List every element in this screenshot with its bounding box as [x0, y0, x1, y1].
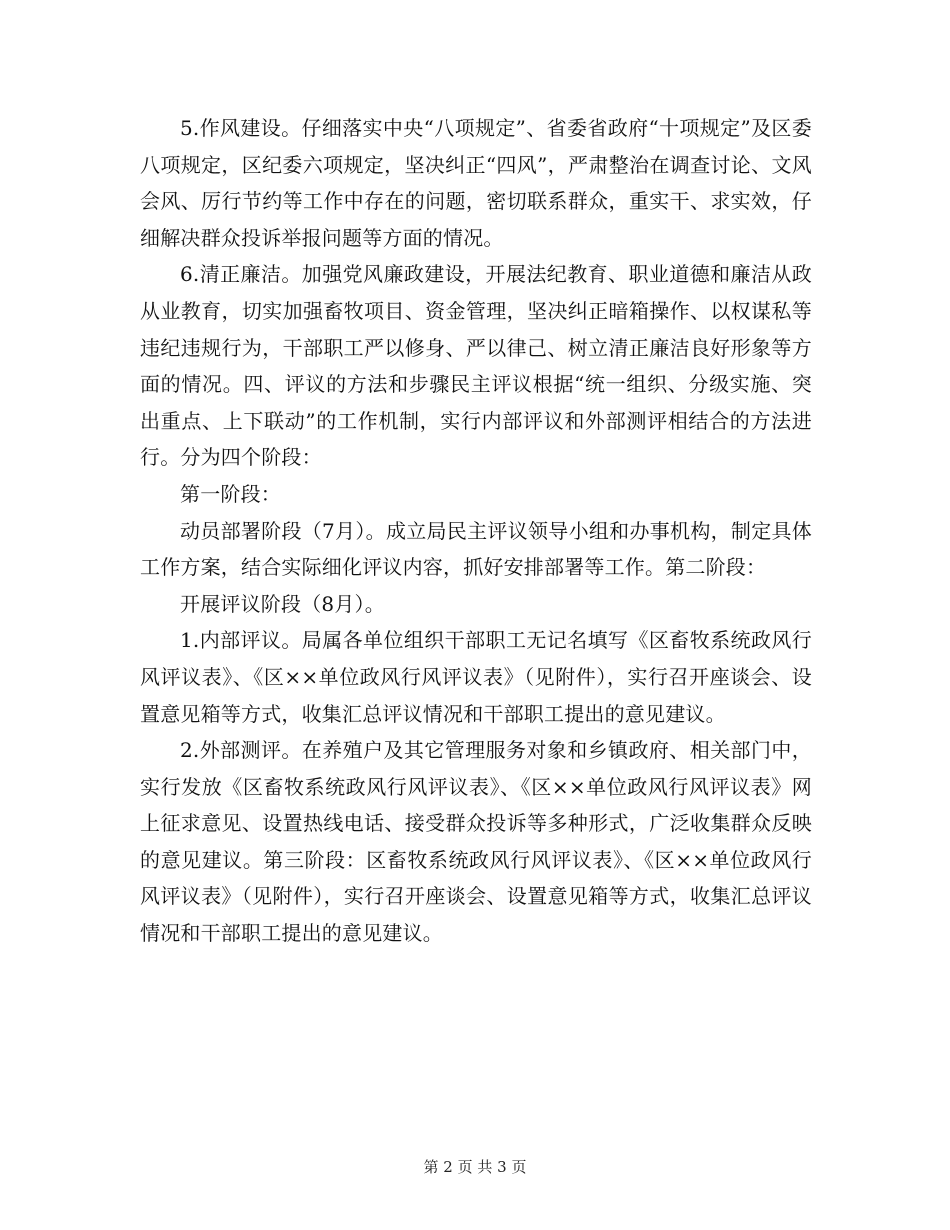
document-body: [140, 110, 812, 952]
paragraph-internal-evaluation: 1.内部评议。局属各单位组织干部职工无记名填写《区畜牧系统政风行风评议表》、《区××单位政风行风评议表》（见附件），实行召开座谈会、设置意见箱等方式，收集汇总评议情况和干部职工提出的意见建议。: [140, 628, 812, 726]
paragraph-integrity: 6.清正廉洁。加强党风廉政建设，开展法纪教育、职业道德和廉洁从政从业教育，切实加强畜牧项目、资金管理，坚决纠正暗箱操作、以权谋私等违纪违规行为，干部职工严以修身、严以律己、树立清正廉洁良好形象等方面的情况。四、评议的方法和步骤民主评议根据“统一组织、分级实施、突出重点、上下联动”的工作机制，实行内部评议和外部测评相结合的方法进行。分为四个阶段：: [140, 262, 812, 470]
paragraph-external-evaluation: 2.外部测评。在养殖户及其它管理服务对象和乡镇政府、相关部门中，实行发放《区畜牧系统政风行风评议表》、《区××单位政风行风评议表》网上征求意见、设置热线电话、接受群众投诉等多种形式，广泛收集群众反映的意见建议。第三阶段：区畜牧系统政风行风评议表》、《区××单位政风行风评议表》（见附件），实行召开座谈会、设置意见箱等方式，收集汇总评议情况和干部职工提出的意见建议。: [140, 738, 812, 946]
page-number-footer: 第 2 页 共 3 页: [423, 1158, 527, 1176]
paragraph-stage-one-heading: 第一阶段：: [180, 481, 281, 506]
paragraph-work-style: 5.作风建设。仔细落实中央“八项规定”、省委省政府“十项规定”及区委八项规定，区纪委六项规定，坚决纠正“四风”，严肃整治在调查讨论、文风会风、厉行节约等工作中存在的问题，密切联系群众，重实干、求实效，仔细解决群众投诉举报问题等方面的情况。: [140, 116, 812, 250]
paragraph-evaluation-stage: 开展评议阶段（8月）。: [180, 591, 385, 616]
paragraph-mobilization: 动员部署阶段（7月）。成立局民主评议领导小组和办事机构，制定具体工作方案，结合实际细化评议内容，抓好安排部署等工作。第二阶段：: [140, 518, 812, 580]
